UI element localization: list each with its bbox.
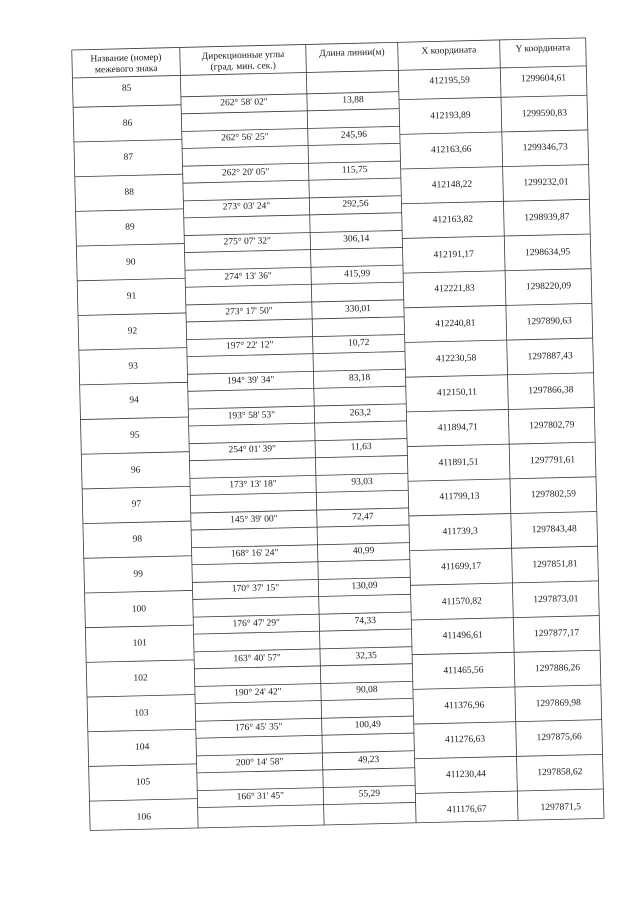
column-rule xyxy=(306,44,324,824)
coordinate-rule xyxy=(415,754,603,758)
line-length-cell: 11,63 xyxy=(350,442,372,453)
coordinate-rule xyxy=(399,95,587,99)
line-length-cell: 74,33 xyxy=(354,615,377,627)
y-coordinate-cell: 1298634,95 xyxy=(524,246,571,258)
x-coordinate-cell: 412148,22 xyxy=(431,179,473,191)
point-name-cell: 96 xyxy=(130,465,141,476)
y-coordinate-cell: 1297791,61 xyxy=(529,454,576,467)
x-coordinate-cell: 411176,67 xyxy=(446,804,487,816)
direction-angle-cell: 262° 56' 25" xyxy=(221,132,269,144)
header-point-name xyxy=(72,52,180,77)
name-column-rule xyxy=(81,452,189,455)
x-coordinate-cell: 411465,56 xyxy=(443,665,484,677)
x-coordinate-cell: 411891,51 xyxy=(438,457,479,469)
y-coordinate-cell: 1297875,66 xyxy=(536,732,582,744)
line-length-cell: 10,72 xyxy=(347,338,370,349)
direction-angle-cell: 262° 20' 05" xyxy=(221,167,270,179)
line-length-cell: 115,75 xyxy=(341,164,368,176)
coordinate-rule xyxy=(414,720,602,724)
y-coordinate-cell: 1299232,01 xyxy=(523,177,569,189)
coordinate-rule xyxy=(406,373,594,377)
coordinate-rule xyxy=(400,130,588,134)
y-coordinate-cell: 1297871,5 xyxy=(540,801,582,813)
name-column-rule xyxy=(78,313,186,316)
coordinate-rule xyxy=(404,303,592,307)
y-coordinate-cell: 1297802,59 xyxy=(530,489,577,501)
x-coordinate-cell: 411894,71 xyxy=(437,422,478,434)
y-coordinate-cell: 1299346,73 xyxy=(522,142,568,154)
name-column-rule xyxy=(76,209,184,212)
coordinate-rule xyxy=(410,546,598,550)
header-y-coordinate: Y координата xyxy=(515,43,571,55)
y-coordinate-cell: 1297886,26 xyxy=(534,663,581,675)
name-column-rule xyxy=(87,695,195,698)
direction-angle-cell: 173° 13' 18" xyxy=(229,479,277,491)
x-coordinate-cell: 412150,11 xyxy=(436,387,478,399)
point-name-cell: 89 xyxy=(125,222,135,233)
point-name-cell: 101 xyxy=(132,638,148,649)
point-name-cell: 106 xyxy=(136,812,152,823)
y-coordinate-cell: 1298939,87 xyxy=(524,212,570,224)
x-coordinate-cell: 411376,96 xyxy=(444,700,485,712)
direction-angle-cell: 163° 40' 57" xyxy=(233,652,281,664)
name-column-rule xyxy=(86,660,194,663)
direction-angle-cell: 273° 03' 24" xyxy=(222,201,271,213)
x-coordinate-cell: 412163,66 xyxy=(430,145,472,156)
line-length-cell: 263,2 xyxy=(349,407,372,419)
line-length-cell: 72,47 xyxy=(352,511,374,523)
x-coordinate-cell: 412191,17 xyxy=(433,249,474,261)
y-coordinate-cell: 1297866,38 xyxy=(528,385,574,397)
name-column-rule xyxy=(80,382,188,385)
direction-angle-cell: 262° 58' 02" xyxy=(220,97,268,109)
name-column-rule xyxy=(80,417,188,420)
line-length-cell: 245,96 xyxy=(340,130,368,141)
line-length-cell: 13,88 xyxy=(342,95,364,106)
name-column-rule xyxy=(77,278,185,281)
coordinate-rule xyxy=(406,407,594,411)
point-name-cell: 99 xyxy=(133,569,144,580)
y-coordinate-cell: 1299590,83 xyxy=(521,108,568,120)
point-name-cell: 105 xyxy=(135,777,151,788)
coordinate-rule xyxy=(401,165,589,169)
point-name-cell: 90 xyxy=(125,257,136,268)
name-column-rule xyxy=(79,348,187,351)
x-coordinate-cell: 411496,61 xyxy=(442,630,483,642)
line-length-cell: 40,99 xyxy=(352,546,375,557)
y-coordinate-cell: 1297869,98 xyxy=(535,697,581,709)
coordinate-rule xyxy=(413,685,601,689)
point-name-cell: 91 xyxy=(126,291,137,302)
y-coordinate-cell: 1297887,43 xyxy=(527,350,573,362)
point-name-cell: 85 xyxy=(121,83,132,94)
name-column-rule xyxy=(84,556,192,559)
line-length-cell: 330,01 xyxy=(344,303,372,315)
line-length-cell: 90,08 xyxy=(356,685,378,696)
coordinate-rule xyxy=(411,616,599,620)
y-coordinate-cell: 1297873,01 xyxy=(533,593,579,605)
x-coordinate-cell: 412221,83 xyxy=(434,283,475,295)
direction-angle-cell: 145° 39' 00" xyxy=(230,514,278,526)
name-column-rule xyxy=(89,799,197,802)
direction-angle-cell: 193° 58' 53" xyxy=(227,409,276,422)
y-coordinate-cell: 1297877,17 xyxy=(533,628,580,640)
coordinate-rule xyxy=(409,512,597,516)
direction-angle-cell: 168° 16' 24" xyxy=(230,548,279,560)
coordinate-rule xyxy=(405,338,593,342)
point-name-cell: 98 xyxy=(132,534,143,545)
coordinate-rule xyxy=(408,477,596,481)
direction-angle-cell: 190° 24' 42" xyxy=(234,687,282,699)
coordinate-rule xyxy=(401,199,589,203)
coordinate-rule xyxy=(410,581,598,585)
line-length-cell: 415,99 xyxy=(343,268,371,280)
name-column-rule xyxy=(89,764,197,767)
direction-angle-cell: 274° 13' 36" xyxy=(224,271,272,283)
point-name-cell: 104 xyxy=(134,742,150,753)
name-column-rule xyxy=(76,244,184,247)
x-coordinate-cell: 411570,82 xyxy=(441,595,482,607)
name-column-rule xyxy=(85,590,193,593)
direction-angle-cell: 194° 39' 34" xyxy=(226,375,275,387)
direction-angle-cell: 275° 07' 32" xyxy=(223,236,272,248)
name-column-rule xyxy=(74,139,182,142)
line-length-cell: 292,56 xyxy=(342,199,369,211)
x-coordinate-cell: 411230,44 xyxy=(445,769,487,781)
line-length-cell: 130,09 xyxy=(351,581,378,592)
point-name-cell: 87 xyxy=(123,152,134,164)
header-point-name-line2: межевого знака xyxy=(94,63,158,76)
x-coordinate-cell: 412230,58 xyxy=(435,353,477,365)
header-length: Длина линии(м) xyxy=(319,47,385,60)
y-coordinate-cell: 1297890,63 xyxy=(526,316,572,328)
direction-angle-cell: 176° 47' 29" xyxy=(232,618,281,630)
point-name-cell: 95 xyxy=(130,430,140,441)
direction-angle-cell: 166° 31' 45" xyxy=(236,791,285,803)
header-x-coordinate: X координата xyxy=(421,45,477,57)
name-column-rule xyxy=(85,625,193,628)
y-coordinate-cell: 1299604,61 xyxy=(520,73,567,85)
coordinate-rule xyxy=(412,650,600,654)
point-name-cell: 92 xyxy=(127,326,138,337)
x-coordinate-cell: 412163,82 xyxy=(432,214,474,226)
header-point-name-line1: Название (номер) xyxy=(90,52,162,65)
line-length-cell: 49,23 xyxy=(357,754,380,766)
name-column-rule xyxy=(88,729,196,732)
point-name-cell: 102 xyxy=(133,673,148,684)
line-length-cell: 55,29 xyxy=(358,789,381,800)
direction-angle-cell: 254° 01' 39" xyxy=(228,444,277,456)
name-column-rule xyxy=(82,486,190,489)
x-coordinate-cell: 412193,89 xyxy=(430,110,471,122)
point-name-cell: 97 xyxy=(131,499,142,511)
y-coordinate-cell: 1297858,62 xyxy=(537,767,583,779)
line-length-cell: 100,49 xyxy=(354,719,381,731)
header-angle xyxy=(180,49,306,74)
x-coordinate-cell: 411739,3 xyxy=(442,526,478,538)
line-length-cell: 306,14 xyxy=(343,234,370,245)
y-coordinate-cell: 1297802,79 xyxy=(529,420,575,432)
direction-angle-cell: 170° 37' 15" xyxy=(231,583,280,595)
point-name-cell: 100 xyxy=(131,603,147,615)
x-coordinate-cell: 412195,59 xyxy=(429,75,470,87)
header-angle-line2: (град. мин. сек.) xyxy=(210,61,276,73)
coordinate-rule xyxy=(403,269,591,273)
point-name-cell: 94 xyxy=(129,395,139,407)
x-coordinate-cell: 412240,81 xyxy=(435,318,476,330)
y-coordinate-cell: 1297843,48 xyxy=(531,524,577,536)
direction-angle-cell: 176° 45' 35" xyxy=(234,722,283,734)
x-coordinate-cell: 411276,63 xyxy=(445,734,486,746)
direction-angle-cell: 197° 22' 12" xyxy=(225,340,274,352)
direction-angle-cell: 200° 14' 58" xyxy=(235,756,284,768)
direction-angle-cell: 273° 17' 50" xyxy=(225,305,273,318)
y-coordinate-cell: 1297851,81 xyxy=(532,559,578,571)
coordinate-rule xyxy=(407,442,595,446)
line-length-cell: 32,35 xyxy=(355,650,377,662)
point-name-cell: 103 xyxy=(134,707,149,719)
y-coordinate-cell: 1298220,09 xyxy=(525,281,572,293)
line-length-cell: 83,18 xyxy=(348,373,371,384)
header-angle-line1: Дирекционные углы xyxy=(201,50,285,62)
coordinate-rule xyxy=(415,789,603,793)
x-coordinate-cell: 411799,13 xyxy=(439,491,480,503)
point-name-cell: 93 xyxy=(128,361,139,372)
name-column-rule xyxy=(75,174,183,177)
point-name-cell: 88 xyxy=(124,187,135,198)
name-column-rule xyxy=(83,521,191,524)
name-column-rule xyxy=(73,105,181,108)
point-name-cell: 86 xyxy=(122,118,133,129)
x-coordinate-cell: 411699,17 xyxy=(440,561,482,573)
line-length-cell: 93,03 xyxy=(351,477,373,488)
coordinate-rule xyxy=(402,234,590,238)
